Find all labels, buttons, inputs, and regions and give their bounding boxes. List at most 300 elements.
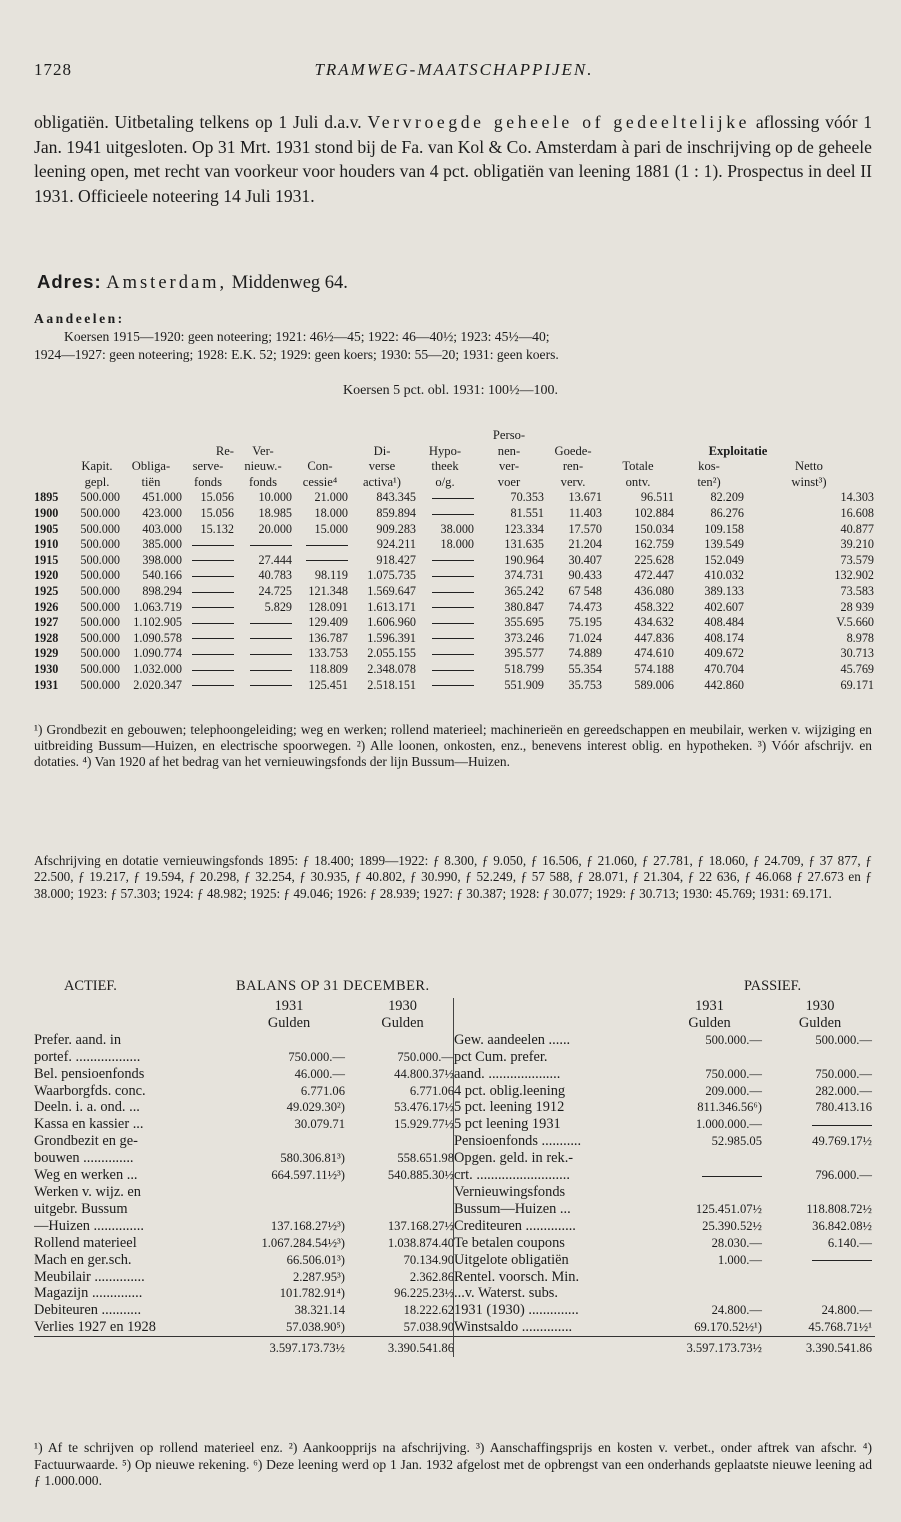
balance-amount: 28.030.—	[711, 1235, 762, 1250]
table-header-cell: nen-	[497, 443, 521, 458]
table-cell: 14.303	[840, 490, 874, 505]
table-header-cell: activa¹)	[362, 474, 402, 489]
balance-amount	[654, 1049, 765, 1066]
intro-part-3: aflossing vóór 1 Jan. 1941 uitgesloten. Op 31 Mrt. 1931 stond bij de Fa. van Kol & Co. Amsterdam à pari de inschrijving op de geheele leening open, met recht van voorkeur voor houders van 4 pct. obligatiën van leening 1881 (1 : 1). Prospectus in deel II 1931. Officieele noteering 14 Juli 1931.	[34, 112, 872, 206]
table-cell: 162.759	[634, 537, 674, 552]
table-cell: 374.731	[504, 568, 544, 583]
table-cell: 118.809	[308, 661, 348, 676]
table-header-cell: ontv.	[625, 474, 651, 489]
balance-label	[34, 1337, 230, 1357]
table-cell: 21.204	[568, 537, 602, 552]
balance-amount: 750.000.—	[397, 1049, 454, 1064]
table-cell	[182, 537, 234, 553]
table-cell: 918.427	[376, 552, 416, 567]
dash-placeholder	[192, 654, 234, 655]
table-cell: 423.000	[142, 505, 182, 520]
table-cell: 98.119	[314, 568, 348, 583]
dash-placeholder	[432, 623, 474, 624]
table-row	[34, 584, 874, 600]
balance-amount: 15.929.77½	[394, 1117, 454, 1132]
intro-part-2: Vervroegde geheele of gedeeltelijke	[367, 112, 751, 132]
passief-row	[454, 1032, 875, 1049]
table-cell: 75.195	[568, 615, 602, 630]
table-cell: 909.283	[376, 521, 416, 536]
table-cell: 410.032	[704, 568, 744, 583]
balance-label: Gew. aandeelen ......	[454, 1031, 571, 1048]
balance-label	[454, 998, 654, 1015]
table-cell: 574.188	[634, 661, 674, 676]
balance-amount: 38.321.14	[294, 1303, 345, 1318]
page-header	[34, 60, 874, 86]
table-cell: 589.006	[634, 677, 674, 692]
passief-row	[454, 1133, 875, 1150]
table-header-cell: fonds	[249, 474, 277, 489]
intro-paragraph	[34, 110, 872, 208]
balance-label: Pensioenfonds ...........	[454, 1133, 582, 1150]
table-cell: 859.894	[376, 505, 416, 520]
table-header-cell: nieuw.-	[244, 459, 282, 474]
balance-amount: 57.038.90	[403, 1320, 454, 1335]
table-header-cell: Exploitatie	[708, 443, 768, 458]
table-cell: 150.034	[634, 521, 674, 536]
table-cell	[416, 568, 474, 584]
balance-amount: Gulden	[381, 1014, 424, 1031]
table-cell: 74.889	[568, 646, 602, 661]
table-cell	[234, 662, 292, 678]
table-header-cell: ver-	[498, 459, 520, 474]
table-cell: 13.671	[568, 490, 602, 505]
table-header-cell: winst³)	[791, 474, 827, 489]
table-cell: 96.511	[640, 490, 674, 505]
actief-row	[34, 1066, 457, 1083]
table-cell	[182, 662, 234, 678]
table-cell: V.5.660	[836, 615, 874, 630]
table-cell: 18.000	[440, 537, 474, 552]
table-cell: 551.909	[504, 677, 544, 692]
table-cell: 451.000	[142, 490, 182, 505]
table-cell: 1.090.578	[133, 630, 182, 645]
table-header-cell	[120, 428, 182, 444]
table-cell: 5.829	[264, 599, 292, 614]
table-cell	[234, 631, 292, 647]
balance-label: Verlies 1927 en 1928	[34, 1319, 156, 1336]
table-cell: 128.091	[308, 599, 348, 614]
balance-amount	[765, 1285, 875, 1302]
balance-amount: 66.506.01³)	[286, 1252, 345, 1267]
table-row	[34, 537, 874, 553]
balance-amount: 558.651.98	[397, 1151, 454, 1166]
balance-amount: 52.985.05	[711, 1134, 762, 1149]
table-header-cell	[292, 444, 348, 460]
dash-placeholder	[432, 576, 474, 577]
table-header-cell: Con-	[307, 459, 333, 474]
page-number: 1728	[34, 60, 72, 79]
table-cell: 73.583	[840, 583, 874, 598]
table-cell: 458.322	[634, 599, 674, 614]
balance-amount	[230, 1184, 348, 1201]
balance-amount: 53.476.17½	[394, 1100, 454, 1115]
table-header-cell: o/g.	[435, 474, 455, 489]
table-cell: 55.354	[568, 661, 602, 676]
dash-placeholder	[192, 576, 234, 577]
table-cell: 109.158	[704, 521, 744, 536]
table-row	[34, 615, 874, 631]
balance-amount: 1930	[388, 998, 417, 1014]
table-cell: 385.000	[142, 537, 182, 552]
passief-row	[454, 1167, 875, 1184]
table-header-cell: Perso-	[492, 428, 526, 442]
balance-amount: 24.800.—	[821, 1303, 872, 1318]
table-cell: 1.606.960	[367, 615, 416, 630]
table-cell	[182, 646, 234, 662]
table-cell: 365.242	[504, 583, 544, 598]
passief-row	[454, 1201, 875, 1218]
dash-placeholder	[432, 560, 474, 561]
balance-amount: 6.771.06	[409, 1083, 454, 1098]
table-cell: 500.000	[80, 521, 120, 536]
table-cell: 15.056	[200, 505, 234, 520]
passief-row	[454, 1285, 875, 1302]
actief-row	[34, 1167, 457, 1184]
balance-amount: 500.000.—	[705, 1032, 762, 1047]
passief-row	[454, 1269, 875, 1286]
table-cell	[416, 584, 474, 600]
dash-placeholder	[192, 685, 234, 686]
balance-amount: 24.800.—	[711, 1303, 762, 1318]
table-cell	[182, 678, 234, 694]
dash-placeholder	[250, 623, 292, 624]
balance-label: 4 pct. oblig.leening	[454, 1082, 566, 1099]
table-cell	[416, 490, 474, 506]
balance-amount: 57.038.90⁵)	[286, 1320, 345, 1335]
table-cell: 129.409	[308, 615, 348, 630]
table-cell: 500.000	[80, 505, 120, 520]
balance-amount	[348, 1201, 457, 1218]
table-header-cell	[602, 428, 674, 444]
balance-amount: Gulden	[798, 1014, 842, 1031]
table-cell	[182, 584, 234, 600]
balance-amount: Gulden	[688, 1014, 731, 1031]
table-header-cell: gepl.	[84, 474, 110, 489]
balance-amount: 1.067.284.54½³)	[261, 1235, 345, 1250]
table-cell: 500.000	[80, 615, 120, 630]
table-header-cell: serve-	[192, 459, 224, 474]
balance-label: Magazijn ..............	[34, 1285, 143, 1302]
table-cell: 10.000	[258, 490, 292, 505]
balance-label: Grondbezit en ge-	[34, 1133, 138, 1150]
balance-label: Crediteuren ..............	[454, 1217, 576, 1234]
actief-side	[34, 998, 457, 1357]
table-cell: 71.024	[568, 630, 602, 645]
table-cell: 843.345	[376, 490, 416, 505]
table-header-cell	[744, 428, 874, 444]
table-cell: 82.209	[710, 490, 744, 505]
table-header-cell: Ver-	[252, 443, 274, 458]
table-cell: 133.753	[308, 646, 348, 661]
table-row	[34, 631, 874, 647]
balance-label	[454, 1337, 654, 1357]
dash-placeholder	[306, 560, 348, 561]
table-cell: 17.570	[568, 521, 602, 536]
balance-label: 1931 (1930) ..............	[454, 1302, 579, 1319]
table-header-cell	[182, 428, 234, 444]
row-year: 1895	[34, 490, 59, 505]
table-header-cell	[416, 428, 474, 444]
table-cell: 500.000	[80, 568, 120, 583]
address-street: Middenweg 64.	[231, 273, 348, 293]
balance-label: 5 pct leening 1931	[454, 1116, 561, 1133]
aandeelen-line-2: 1924—1927: geen noteering; 1928: E.K. 52; 1929: geen koers; 1930: 55—20; 1931: geen koers.	[34, 347, 559, 362]
actief-row	[34, 1133, 457, 1150]
balance-amount	[654, 1167, 765, 1184]
running-title: TRAMWEG-MAATSCHAPPIJEN.	[314, 60, 594, 79]
table-cell	[182, 615, 234, 631]
balance-amount: 45.768.71½¹	[808, 1320, 872, 1335]
table-cell: 436.080	[634, 583, 674, 598]
table-cell: 1.063.719	[133, 599, 182, 614]
passief-row	[454, 1218, 875, 1235]
balance-year-header	[454, 998, 875, 1015]
balance-amount: 811.346.56⁶)	[697, 1100, 762, 1115]
table-cell: 15.000	[314, 521, 348, 536]
table-cell: 139.549	[704, 537, 744, 552]
row-year: 1926	[34, 599, 59, 614]
balance-label: pct Cum. prefer.	[454, 1048, 548, 1065]
balance-label: Bussum—Huizen ...	[454, 1200, 571, 1217]
balance-label: Deeln. i. a. ond. ...	[34, 1099, 140, 1116]
balance-amount: 137.168.27½³)	[270, 1218, 345, 1233]
balance-label: Rentel. voorsch. Min.	[454, 1268, 580, 1285]
balance-amount: 36.842.08½	[812, 1218, 872, 1233]
balance-amount: 49.769.17½	[812, 1134, 872, 1149]
balance-amount: 796.000.—	[815, 1168, 872, 1183]
table-cell: 11.403	[568, 505, 602, 520]
row-year: 1905	[34, 521, 59, 536]
table-header-cell	[34, 459, 74, 475]
table-row	[34, 600, 874, 616]
table-cell: 38.000	[440, 521, 474, 536]
table-cell: 1.090.774	[133, 646, 182, 661]
dash-placeholder	[432, 514, 474, 515]
table-header-cell	[234, 428, 292, 444]
passief-row	[454, 1049, 875, 1066]
table-cell: 434.632	[634, 615, 674, 630]
table-header-cell: Kapit.	[81, 459, 113, 474]
table-header-cell: Di-	[373, 443, 391, 458]
table-cell: 470.704	[704, 661, 744, 676]
table-cell: 27.444	[258, 552, 292, 567]
row-year: 1925	[34, 583, 59, 598]
balance-amount: 1.038.874.40	[387, 1235, 454, 1250]
dash-placeholder	[192, 670, 234, 671]
balance-amount: 1.000.—	[717, 1252, 762, 1267]
table-header-cell	[34, 475, 74, 491]
balance-amount: 137.168.27½	[387, 1218, 454, 1233]
balance-amount: 30.079.71	[294, 1117, 345, 1132]
passief-row	[454, 1235, 875, 1252]
balance-label: Te betalen coupons	[454, 1234, 565, 1251]
table-cell: 442.860	[704, 677, 744, 692]
balance-amount: 1.000.000.—	[695, 1117, 762, 1132]
balance-amount	[348, 1032, 457, 1049]
balance-label: Kassa en kassier ...	[34, 1116, 144, 1133]
table-header-cell	[544, 428, 602, 444]
row-year: 1910	[34, 537, 59, 552]
row-year: 1931	[34, 677, 59, 692]
balance-amount: 69.170.52½¹)	[694, 1320, 762, 1335]
table-header-cell: theek	[431, 459, 459, 474]
balance-amount	[348, 1133, 457, 1150]
dash-placeholder	[192, 560, 234, 561]
balance-amount: 18.222.62	[403, 1303, 454, 1318]
balance-amount	[654, 1184, 765, 1201]
table-cell: 121.348	[308, 583, 348, 598]
passief-label: PASSIEF.	[744, 978, 802, 994]
table-header-cell: Re-	[215, 443, 234, 458]
balance-amount: 96.225.23½	[394, 1286, 454, 1301]
balance-amount	[654, 1150, 765, 1167]
balance-unit-header	[34, 1015, 457, 1032]
balance-label: Vernieuwingsfonds	[454, 1183, 566, 1200]
table-header-cell: cessie⁴	[302, 474, 338, 489]
balance-amount: Gulden	[267, 1014, 311, 1031]
actief-total-row	[34, 1337, 457, 1357]
actief-row	[34, 1201, 457, 1218]
table-header-cell: fonds	[194, 474, 222, 489]
table-row	[34, 490, 874, 506]
table-header-cell: Netto	[795, 459, 823, 474]
actief-row	[34, 1285, 457, 1302]
table-cell: 45.769	[840, 661, 874, 676]
balance-label: Rollend materieel	[34, 1234, 137, 1251]
table-header-cell: voer	[497, 474, 521, 489]
table-cell: 16.608	[840, 505, 874, 520]
row-year: 1927	[34, 615, 59, 630]
passief-row	[454, 1319, 875, 1336]
table-cell: 73.579	[840, 552, 874, 567]
table-cell: 898.294	[142, 583, 182, 598]
table-cell: 1.102.905	[133, 615, 182, 630]
table-row	[34, 553, 874, 569]
table-header-row	[34, 428, 874, 444]
table-cell: 1.075.735	[367, 568, 416, 583]
actief-row	[34, 1116, 457, 1133]
balance-label: ...v. Waterst. subs.	[454, 1285, 558, 1302]
balance-label: Weg en werken ...	[34, 1167, 138, 1184]
dash-placeholder	[432, 638, 474, 639]
table-cell: 395.577	[504, 646, 544, 661]
table-header-cell	[674, 428, 744, 444]
balance-label: Bel. pensioenfonds	[34, 1065, 145, 1082]
dash-placeholder	[192, 607, 234, 608]
passief-row	[454, 1083, 875, 1100]
balance-amount	[765, 1116, 875, 1133]
passief-row	[454, 1184, 875, 1201]
table-cell: 380.847	[504, 599, 544, 614]
table-header-cell: Goede-	[554, 443, 592, 458]
table-cell	[292, 553, 348, 569]
balance-title: BALANS OP 31 DECEMBER.	[236, 978, 430, 994]
table-cell: 500.000	[80, 490, 120, 505]
table-footnotes: ¹) Grondbezit en gebouwen; telephoongeleiding; weg en werken; rollend materieel; machinerieën en gereedschappen en meubilair, werken v. wijziging en uitbreiding Bussum—Huizen, en electrische spoorwegen. ²) Alle loonen, onkosten, enz., benevens interest oblig. en hypotheken. ³) Vóór afschrijv. en dotaties. ⁴) Van 1920 af het bedrag van het vernieuwingsfonds der lijn Bussum—Huizen.	[34, 722, 872, 769]
table-cell: 447.836	[634, 630, 674, 645]
dash-placeholder	[432, 592, 474, 593]
table-cell: 1.596.391	[367, 630, 416, 645]
table-cell: 409.672	[704, 646, 744, 661]
balance-amount: 101.782.91⁴)	[279, 1286, 345, 1301]
table-cell	[416, 615, 474, 631]
actief-row	[34, 1099, 457, 1116]
balance-amount: 209.000.—	[705, 1083, 762, 1098]
table-cell	[416, 678, 474, 694]
table-cell: 1.569.647	[367, 583, 416, 598]
dash-placeholder	[432, 654, 474, 655]
table-header-cell	[120, 444, 182, 460]
table-cell	[416, 646, 474, 662]
actief-row	[34, 1150, 457, 1167]
dash-placeholder	[192, 592, 234, 593]
table-header-cell: ren-	[562, 459, 584, 474]
table-header-cell: kos-	[698, 459, 720, 474]
table-cell: 152.049	[704, 552, 744, 567]
table-cell: 373.246	[504, 630, 544, 645]
table-header-cell: ten²)	[697, 474, 721, 489]
row-year: 1930	[34, 661, 59, 676]
balance-amount: 664.597.11½³)	[271, 1168, 345, 1183]
balance-amount: 6.771.06	[300, 1083, 345, 1098]
table-cell: 500.000	[80, 537, 120, 552]
balance-amount: 70.134.90	[403, 1252, 454, 1267]
table-cell: 402.607	[704, 599, 744, 614]
actief-row	[34, 1252, 457, 1269]
actief-row	[34, 1218, 457, 1235]
table-header-cell: Hypo-	[428, 443, 462, 458]
dash-placeholder	[250, 670, 292, 671]
balance-amount: 1931	[274, 998, 304, 1014]
balance-amount: 46.000.—	[294, 1066, 345, 1081]
table-header-cell	[34, 428, 74, 444]
balance-amount: 25.390.52½	[702, 1218, 762, 1233]
table-cell	[182, 553, 234, 569]
row-year: 1928	[34, 630, 59, 645]
actief-row	[34, 1269, 457, 1286]
table-cell: 1.032.000	[133, 661, 182, 676]
table-cell: 132.902	[834, 568, 874, 583]
balance-label: crt. ..........................	[454, 1167, 570, 1184]
table-header-cell	[74, 444, 120, 460]
balance-footnotes: ¹) Af te schrijven op rollend materieel enz. ²) Aankoopprijs na afschrijving. ³) Aanschaffingsprijs en kosten v. verbet., onder aftrek van afschr. ⁴) Factuurwaarde. ⁵) Op nieuwe rekening. ⁶) Deze leening werd op 1 Jan. 1932 afgelost met de opbrengst van een onderhands geplaatste nieuwe leening ad ƒ 1.000.000.	[34, 1440, 872, 1489]
actief-row	[34, 1235, 457, 1252]
actief-row	[34, 1302, 457, 1319]
table-cell: 2.348.078	[367, 661, 416, 676]
table-cell: 15.056	[200, 490, 234, 505]
table-cell: 1.613.171	[367, 599, 416, 614]
table-cell: 355.695	[504, 615, 544, 630]
balance-amount	[765, 1184, 875, 1201]
table-cell: 15.132	[200, 521, 234, 536]
table-cell: 500.000	[80, 677, 120, 692]
balance-label: Winstsaldo ..............	[454, 1319, 573, 1336]
table-header-cell: verv.	[560, 474, 586, 489]
balance-label: Meubilair ..............	[34, 1268, 145, 1285]
balance-label: 5 pct. leening 1912	[454, 1099, 565, 1116]
passief-row	[454, 1302, 875, 1319]
aandeelen-section	[34, 310, 872, 364]
table-cell	[416, 631, 474, 647]
table-cell: 2.518.151	[367, 677, 416, 692]
table-header-cell: verse	[368, 459, 396, 474]
row-year: 1915	[34, 552, 59, 567]
